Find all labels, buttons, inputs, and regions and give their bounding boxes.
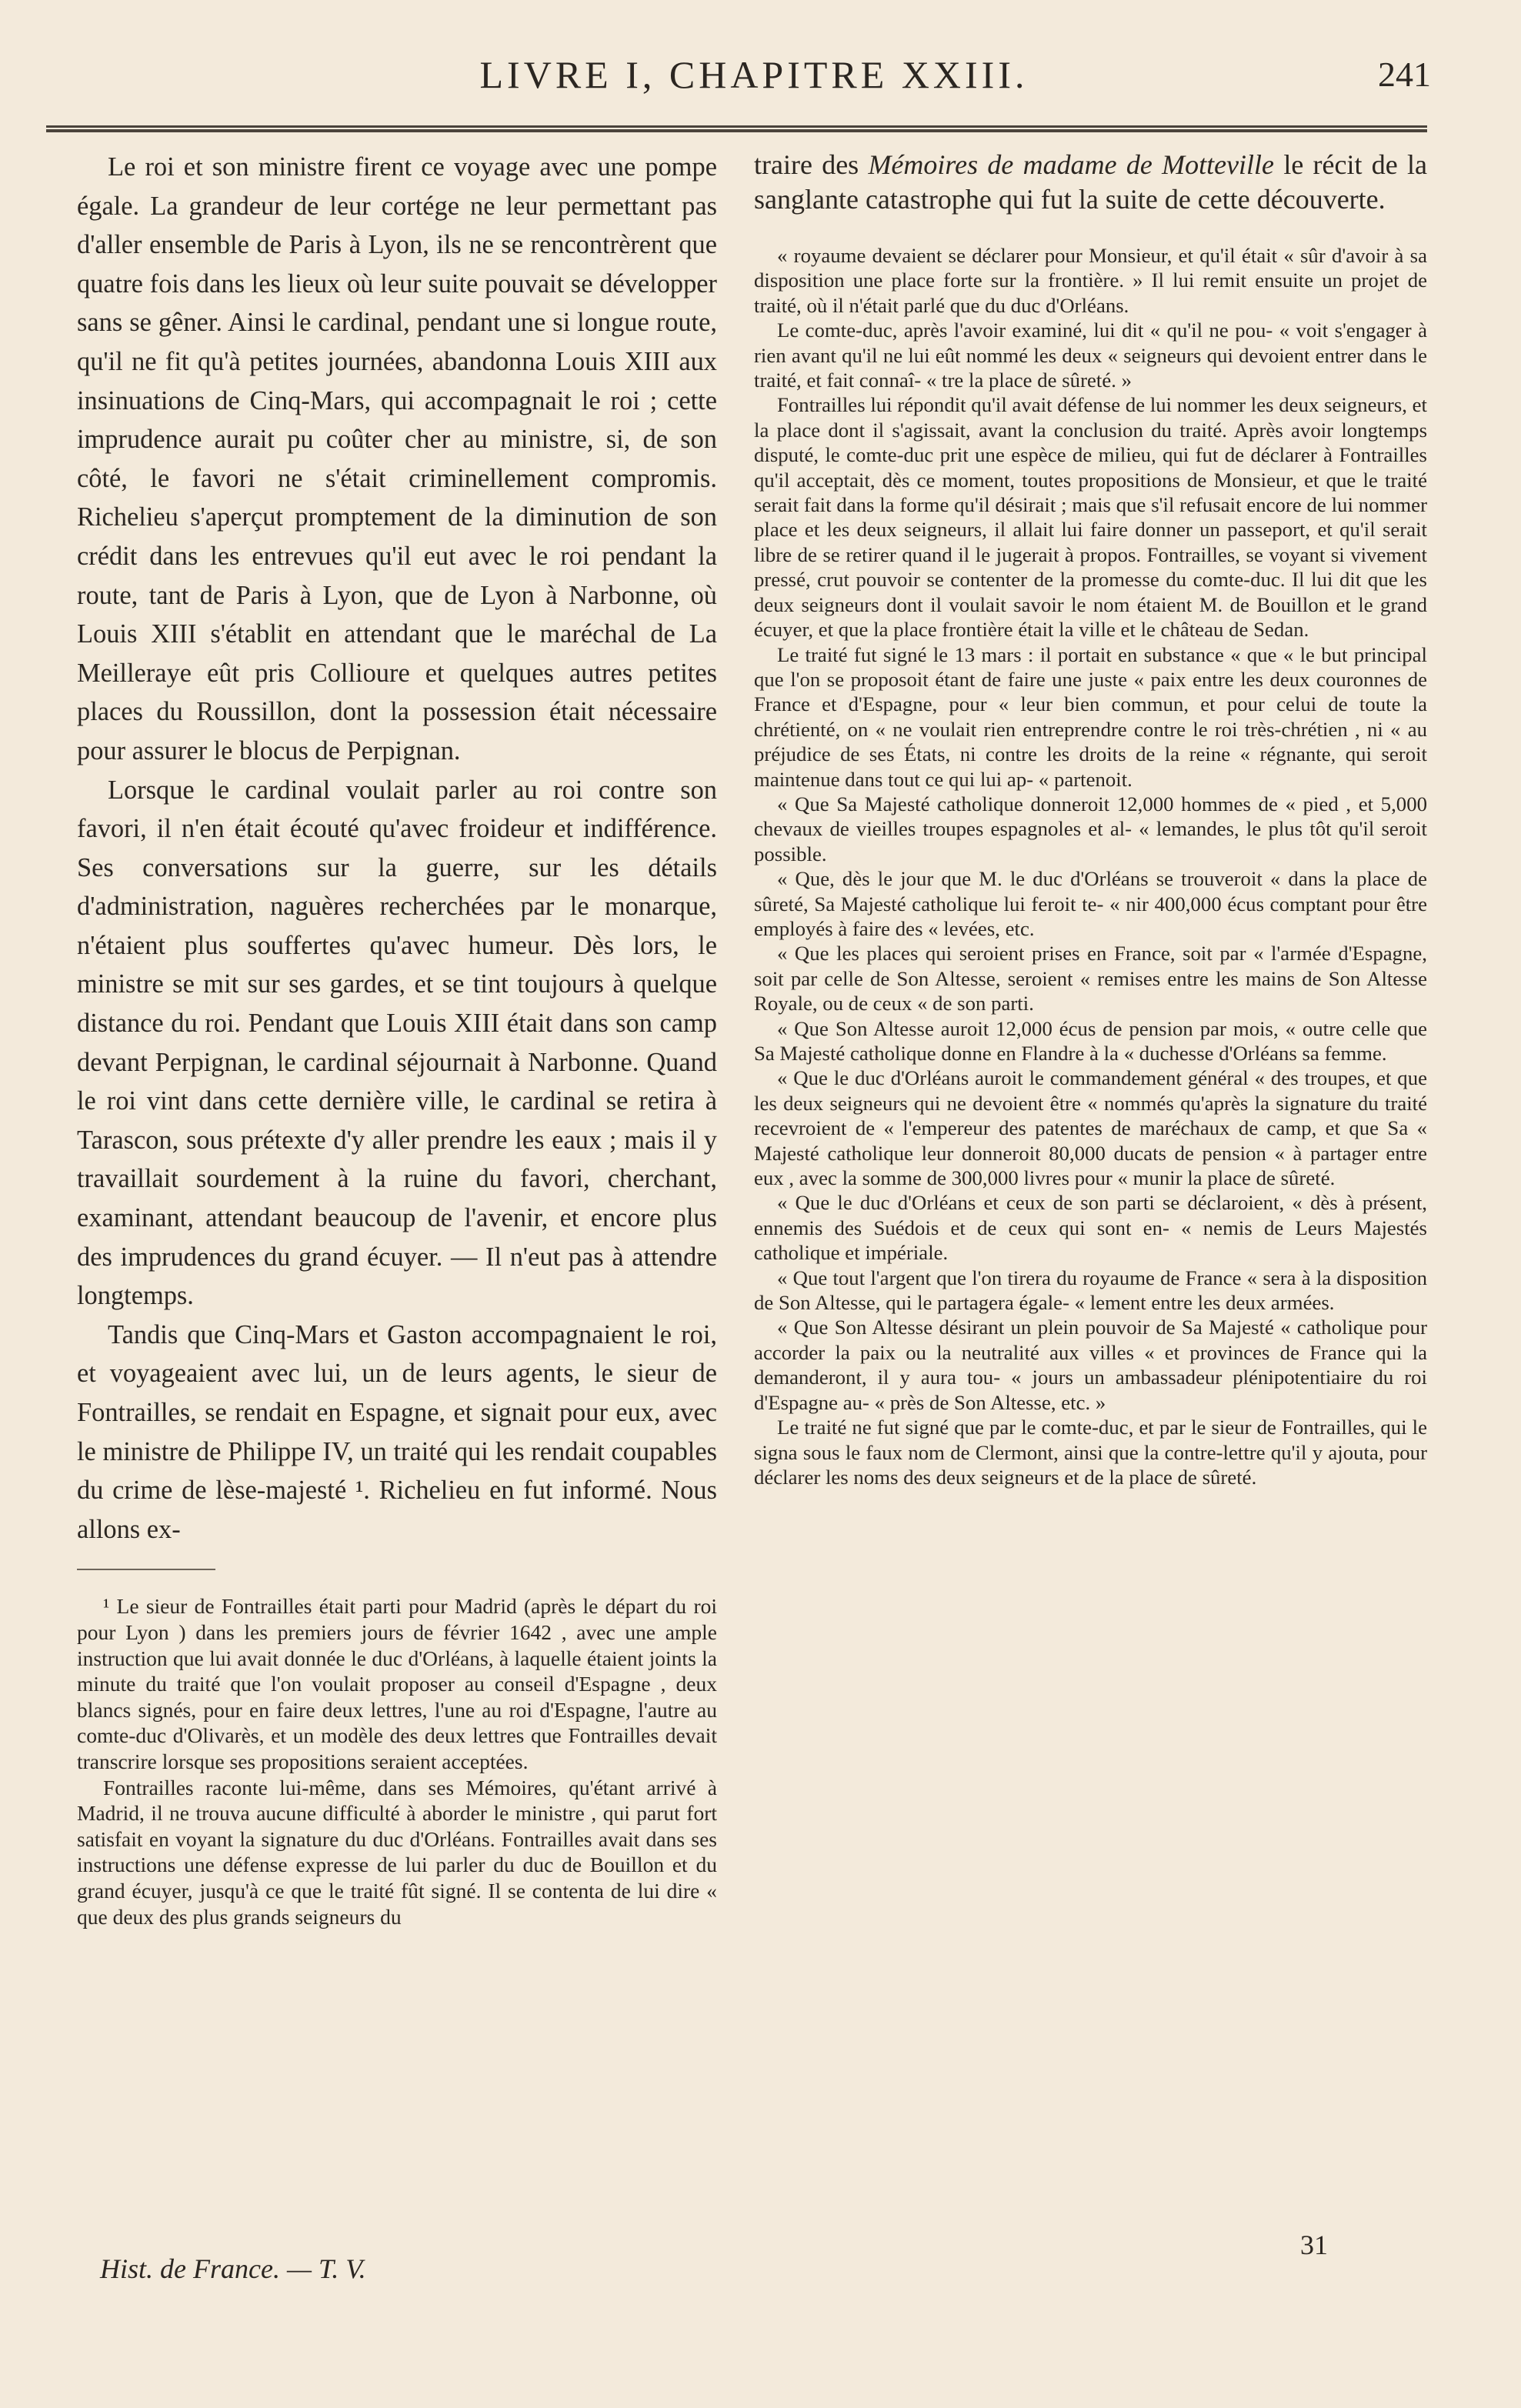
right-column bbox=[754, 148, 1427, 1489]
page-header bbox=[69, 48, 1439, 109]
footnote-paragraph: ¹ Le sieur de Fontrailles était parti pour Madrid (après le départ du roi pour Lyon ) dans les premiers jours de février 1642 , avec une ample instruction que lui avait donnée le duc d'Orléans, à laquelle étaient joints la minute du traité que l'on voulait proposer au conseil d'Espagne , deux blancs signés, pour en faire deux lettres, l'une au roi d'Espagne, l'autre au comte-duc d'Olivarès, et un modèle des deux lettres que Fontrailles devait transcrire lorsque ses propositions seraient acceptées. bbox=[77, 1594, 717, 1773]
body-paragraph: « Que Son Altesse désirant un plein pouvoir de Sa Majesté « catholique pour accorder la paix ou la neutralité aux villes « et provinces de France qui la demanderont, il y aura tou- « jours un ambassadeur plénipotentiaire du roi d'Espagne au- « près de Son Altesse, etc. » bbox=[754, 1316, 1427, 1414]
footnote-paragraph: Fontrailles raconte lui-même, dans ses Mémoires, qu'étant arrivé à Madrid, il ne trouva aucune difficulté à aborder le ministre , qui parut fort satisfait en voyant la signature du duc d'Orléans. Fontrailles avait dans ses instructions une défense expresse de lui parler du duc de Bouillon et du grand écuyer, jusqu'à ce que le traité fût signé. Il se contenta de lui dire « que deux des plus grands seigneurs du bbox=[77, 1775, 717, 1929]
footnote-divider bbox=[77, 1569, 215, 1570]
body-paragraph: Le comte-duc, après l'avoir examiné, lui dit « qu'il ne pou- « voit s'engager à rien avant qu'il ne lui eût nommé les deux « seigneurs qui devoient entrer dans le traité, et fait connaî- « tre la place de sûreté. » bbox=[754, 319, 1427, 392]
italic-title: Mémoires de madame de Motteville bbox=[868, 149, 1275, 180]
running-title: LIVRE I, CHAPITRE XXIII. bbox=[479, 53, 1029, 96]
body-paragraph: Tandis que Cinq-Mars et Gaston accompagnaient le roi, et voyageaient avec lui, un de leurs agents, le sieur de Fontrailles, se rendait en Espagne, et signait pour eux, avec le ministre de Philippe IV, un traité qui les rendait coupables du crime de lèse-majesté ¹. Richelieu en fut informé. Nous allons ex- bbox=[77, 1319, 717, 1544]
body-paragraph: « royaume devaient se déclarer pour Monsieur, et qu'il était « sûr d'avoir à sa disposition une place forte sur la frontière. » Il lui remit ensuite un projet de traité, où il n'était parlé que du duc d'Orléans. bbox=[754, 244, 1427, 317]
body-paragraph: « Que, dès le jour que M. le duc d'Orléans se trouveroit « dans la place de sûreté, Sa Majesté catholique lui feroit te- « nir 400,000 écus comptant pour être employés à faire des « levées, etc. bbox=[754, 867, 1427, 940]
series-label: Hist. de France. — T. V. bbox=[100, 2253, 366, 2284]
lede-continuation: traire des Mémoires de madame de Motteville le récit de la sanglante catastrophe qui fut la suite de cette découverte. bbox=[754, 149, 1428, 215]
body-paragraph: Le traité fut signé le 13 mars : il portait en substance « que « le but principal que l'on se proposoit étant de faire une juste « paix entre les deux couronnes de France et d'Espagne, pour « leur bien commun, et pour celui de toute la chrétienté, on « ne voulait rien entreprendre contre le roi très-chrétien , ni « au préjudice de ses États, ni contre les droits de la reine « régnante, qui seroit maintenue dans tout ce qui lui ap- « partenoit. bbox=[754, 642, 1427, 791]
body-paragraph: Le roi et son ministre firent ce voyage avec une pompe égale. La grandeur de leur cortége ne leur permettant pas d'aller ensemble de Paris à Lyon, ils ne se rencontrèrent que quatre fois dans les lieux où leur suite pouvait se développer sans se gêner. Ainsi le cardinal, pendant une si longue route, qu'il ne fit qu'à petites journées, abandonna Louis XIII aux insinuations de Cinq-Mars, qui accompagnait le roi ; cette imprudence aurait pu coûter cher au ministre, si, de son côté, le favori ne s'était criminellement compromis. Richelieu s'aperçut promptement de la diminution de son crédit dans les entrevues qu'il eut avec le roi pendant la route, tant de Paris à Lyon, que de Lyon à Narbonne, où Louis XIII s'établit en attendant que le maréchal de La Meilleraye eût pris Collioure et quelques autres petites places du Roussillon, dont la possession était nécessaire pour assurer le blocus de Perpignan. bbox=[77, 152, 717, 765]
body-paragraph: « Que le duc d'Orléans et ceux de son parti se déclaroient, « dès à présent, ennemis des Suédois et de ceux qui sont en- « nemis de Leurs Majestés catholique et impériale. bbox=[754, 1191, 1427, 1265]
body-paragraph: Le traité ne fut signé que par le comte-duc, et par le sieur de Fontrailles, qui le signa sous le faux nom de Clermont, ainsi que la contre-lettre qu'il y ajouta, pour déclarer les noms des deux seigneurs et de la place de sûreté. bbox=[754, 1416, 1427, 1489]
left-body bbox=[77, 148, 717, 1549]
body-paragraph: « Que les places qui seroient prises en France, soit par « l'armée d'Espagne, soit par celle de Son Altesse, seroient « remises entre les mains de Son Altesse Royale, ou de ceux « de son parti. bbox=[754, 942, 1427, 1016]
header-rule bbox=[46, 125, 1427, 132]
page-number: 241 bbox=[1378, 55, 1431, 94]
left-column bbox=[77, 148, 717, 1929]
body-paragraph: Lorsque le cardinal voulait parler au roi contre son favori, il n'en était écouté qu'avec froideur et indifférence. Ses conversations sur la guerre, sur les détails d'administration, naguères recherchées par le monarque, n'étaient plus souffertes qu'avec humeur. Dès lors, le ministre se mit sur ses gardes, et se tint toujours à quelque distance du roi. Pendant que Louis XIII était dans son camp devant Perpignan, le cardinal séjournait à Narbonne. Quand le roi vint dans cette dernière ville, le cardinal se retira à Tarascon, sous prétexte d'y aller prendre les eaux ; mais il y travaillait sourdement à la ruine du favori, cherchant, examinant, attendant beaucoup de l'avenir, et encore plus des imprudences du grand écuyer. — Il n'eut pas à attendre longtemps. bbox=[77, 775, 717, 1311]
footnotes bbox=[77, 1593, 717, 1929]
body-paragraph: « Que Son Altesse auroit 12,000 écus de pension par mois, « outre celle que Sa Majesté catholique donne en Flandre à la « duchesse d'Orléans sa femme. bbox=[754, 1016, 1427, 1065]
body-paragraph: « Que tout l'argent que l'on tirera du royaume de France « sera à la disposition de Son Altesse, qui le partagera égale- « lement entre les deux armées. bbox=[754, 1266, 1427, 1315]
right-body bbox=[754, 243, 1427, 1489]
body-paragraph: « Que le duc d'Orléans auroit le commandement général « des troupes, et que les deux seigneurs qui ne devoient être « nommés qu'après la signature du traité recevroient de « l'empereur des patentes de maréchaux de camp, et que Sa « Majesté catholique leur donneroit 80,000 ducats de pension « à partager entre eux , avec la somme de 300,000 livres pour « munir la place de sûreté. bbox=[754, 1066, 1427, 1190]
body-paragraph: « Que Sa Majesté catholique donneroit 12,000 hommes de « pied , et 5,000 chevaux de vieilles troupes espagnoles et al- « lemandes, le plus tôt qu'il seroit possible. bbox=[754, 792, 1427, 865]
body-paragraph: Fontrailles lui répondit qu'il avait défense de lui nommer les deux seigneurs, et la place dont il s'agissait, avant la conclusion du traité. Après avoir longtemps disputé, le comte-duc prit une espèce de milieu, qui fut de déclarer à Fontrailles qu'il acceptait, dès ce moment, toutes propositions de Monsieur, et que le traité serait fait dans la forme qu'il désirait ; mais que s'il refusait encore de lui nommer place et les deux seigneurs, il allait lui faire donner un passeport, et qu'il serait libre de se retirer quand il le jugerait à propos. Fontrailles, se voyant si vivement pressé, crut pouvoir se contenter de la promesse du comte-duc. Il lui dit que les deux seigneurs dont il voulait savoir le nom étaient M. de Bouillon et le grand écuyer, et que la place frontière était la ville et le château de Sedan. bbox=[754, 393, 1428, 642]
signature-number: 31 bbox=[1300, 2230, 1328, 2260]
